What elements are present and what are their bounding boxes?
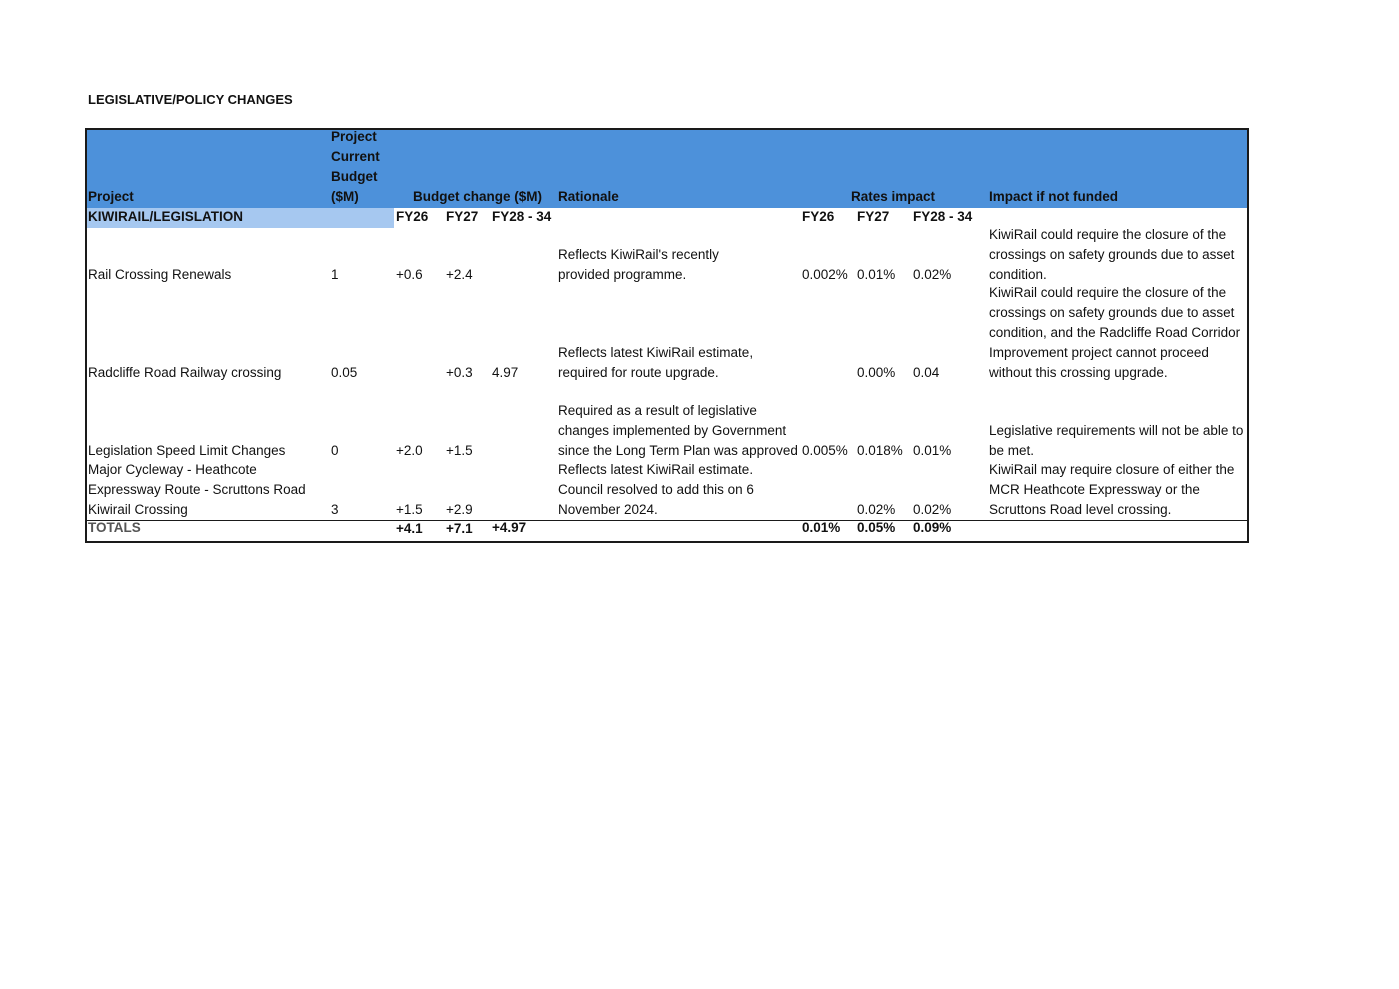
row-impact-line: Scruttons Road level crossing.: [989, 502, 1172, 517]
row-current-budget: 3: [331, 502, 339, 517]
row-rationale-line: November 2024.: [558, 502, 658, 517]
subheader-rates-fy26: FY26: [802, 209, 835, 224]
row-rationale-line: provided programme.: [558, 267, 687, 282]
col-header-budget-line3: Budget: [331, 169, 378, 184]
row-rates-fy28-34: 0.04: [913, 365, 940, 380]
row-rationale-line: required for route upgrade.: [558, 365, 719, 380]
row-budget-fy27: +2.4: [446, 267, 473, 282]
row-rates-fy27: 0.00%: [857, 365, 896, 380]
row-rates-fy27: 0.02%: [857, 502, 896, 517]
row-rationale-line: Reflects latest KiwiRail estimate.: [558, 462, 754, 477]
col-header-budget-line2: Current: [331, 149, 380, 164]
row-rationale-line: Required as a result of legislative: [558, 403, 757, 418]
row-impact-line: KiwiRail could require the closure of the: [989, 285, 1227, 300]
col-header-budget-line1: Project: [331, 129, 377, 144]
subheader-rates-fy27: FY27: [857, 209, 890, 224]
row-rationale-line: Reflects KiwiRail's recently: [558, 247, 719, 262]
subheader-rates-fy28-34: FY28 - 34: [913, 209, 973, 224]
totals-rates-fy27: 0.05%: [857, 520, 896, 535]
totals-divider: [87, 520, 1247, 521]
row-rates-fy28-34: 0.02%: [913, 502, 952, 517]
subheader-budget-fy28-34: FY28 - 34: [492, 209, 552, 224]
col-header-rates-impact: Rates impact: [851, 189, 936, 204]
subheader-budget-fy26: FY26: [396, 209, 429, 224]
row-impact-line: crossings on safety grounds due to asset: [989, 305, 1235, 320]
row-impact-line: condition.: [989, 267, 1047, 282]
row-impact-line: KiwiRail could require the closure of the: [989, 227, 1227, 242]
col-header-impact-not-funded: Impact if not funded: [989, 189, 1118, 204]
row-rationale-line: Reflects latest KiwiRail estimate,: [558, 345, 754, 360]
row-impact-line: Improvement project cannot proceed: [989, 345, 1209, 360]
subheader-budget-fy27: FY27: [446, 209, 479, 224]
row-project: Radcliffe Road Railway crossing: [88, 365, 282, 380]
col-header-budget-change: Budget change ($M): [413, 189, 543, 204]
row-project: Legislation Speed Limit Changes: [88, 443, 286, 458]
row-impact-line: Legislative requirements will not be able to: [989, 423, 1244, 438]
row-budget-fy28-34: 4.97: [492, 365, 519, 380]
section-label: KIWIRAIL/LEGISLATION: [88, 209, 243, 224]
row-rates-fy26: 0.005%: [802, 443, 848, 458]
page-title: LEGISLATIVE/POLICY CHANGES: [88, 92, 293, 107]
row-rates-fy27: 0.01%: [857, 267, 896, 282]
row-impact-line: be met.: [989, 443, 1035, 458]
row-project-line: Expressway Route - Scruttons Road: [88, 482, 306, 497]
row-impact-line: condition, and the Radcliffe Road Corridor: [989, 325, 1241, 340]
row-budget-fy27: +1.5: [446, 443, 473, 458]
row-impact-line: KiwiRail may require closure of either the: [989, 462, 1235, 477]
row-impact-line: without this crossing upgrade.: [989, 365, 1168, 380]
row-rationale-line: since the Long Term Plan was approved: [558, 443, 798, 458]
row-project-line: Major Cycleway - Heathcote: [88, 462, 257, 477]
row-rates-fy28-34: 0.01%: [913, 443, 952, 458]
row-budget-fy27: +2.9: [446, 502, 473, 517]
row-rates-fy27: 0.018%: [857, 443, 903, 458]
row-project: Rail Crossing Renewals: [88, 267, 232, 282]
row-rates-fy26: 0.002%: [802, 267, 848, 282]
totals-budget-fy26: +4.1: [396, 521, 423, 536]
row-project-line: Kiwirail Crossing: [88, 502, 188, 517]
row-current-budget: 1: [331, 267, 339, 282]
row-budget-fy26: +2.0: [396, 443, 423, 458]
totals-budget-fy28-34: +4.97: [492, 520, 527, 535]
row-budget-fy27: +0.3: [446, 365, 473, 380]
col-header-rationale: Rationale: [558, 189, 619, 204]
row-current-budget: 0: [331, 443, 339, 458]
totals-rates-fy28-34: 0.09%: [913, 520, 952, 535]
totals-rates-fy26: 0.01%: [802, 520, 841, 535]
col-header-budget-line4: ($M): [331, 189, 359, 204]
row-rationale-line: Council resolved to add this on 6: [558, 482, 754, 497]
row-rates-fy28-34: 0.02%: [913, 267, 952, 282]
totals-label: TOTALS: [88, 520, 141, 535]
row-impact-line: crossings on safety grounds due to asset: [989, 247, 1235, 262]
row-current-budget: 0.05: [331, 365, 358, 380]
row-budget-fy26: +0.6: [396, 267, 423, 282]
totals-budget-fy27: +7.1: [446, 521, 473, 536]
row-impact-line: MCR Heathcote Expressway or the: [989, 482, 1200, 497]
row-rationale-line: changes implemented by Government: [558, 423, 787, 438]
row-budget-fy26: +1.5: [396, 502, 423, 517]
col-header-project: Project: [88, 189, 134, 204]
